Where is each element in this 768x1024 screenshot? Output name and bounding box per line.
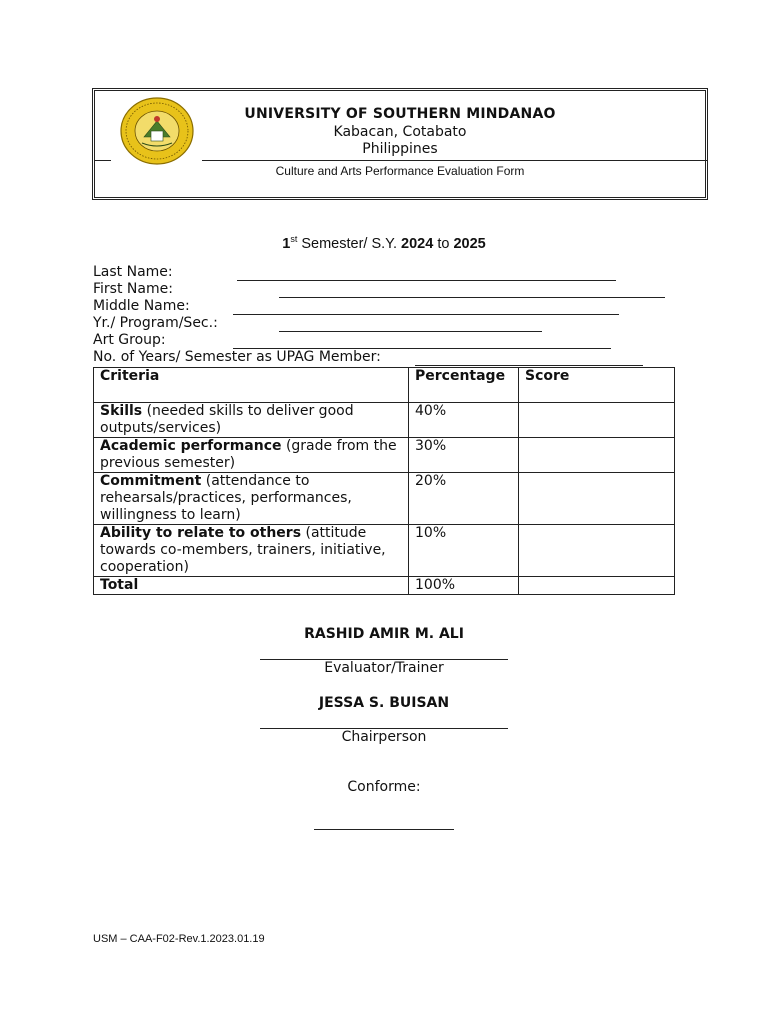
criteria-cell xyxy=(94,473,409,525)
criteria-desc: (attendance to rehearsals/practices, performances, willingness to learn) xyxy=(100,473,352,523)
school-year-to: to xyxy=(433,235,454,252)
percentage-cell: 10% xyxy=(409,525,519,577)
score-cell[interactable] xyxy=(519,525,675,577)
table-row xyxy=(94,403,675,438)
university-name: UNIVERSITY OF SOUTHERN MINDANAO xyxy=(244,106,556,122)
header-score: Score xyxy=(519,368,675,403)
first-name-label: First Name: xyxy=(93,281,173,297)
table-total-row xyxy=(94,577,675,595)
semester-text: Semester/ S.Y. xyxy=(297,235,402,252)
table-row xyxy=(94,525,675,577)
school-year-start: 2024 xyxy=(401,235,434,252)
total-label xyxy=(94,577,409,595)
form-title: Culture and Arts Performance Evaluation Form xyxy=(275,164,525,178)
middle-name-label: Middle Name: xyxy=(93,298,190,314)
criteria-title: Skills xyxy=(100,403,143,419)
chairperson-name: JESSA S. BUISAN xyxy=(318,695,450,711)
header-rule-left xyxy=(95,160,111,161)
program-section-label: Yr./ Program/Sec.: xyxy=(93,315,218,331)
first-name-line[interactable] xyxy=(279,297,665,298)
school-year-end: 2025 xyxy=(453,235,486,252)
last-name-label: Last Name: xyxy=(93,264,173,280)
criteria-cell xyxy=(94,525,409,577)
semester-line xyxy=(0,234,768,252)
score-cell[interactable] xyxy=(519,473,675,525)
evaluator-role: Evaluator/Trainer xyxy=(324,660,444,676)
university-seal-logo xyxy=(120,97,194,165)
last-name-line[interactable] xyxy=(237,280,616,281)
header-criteria: Criteria xyxy=(94,368,409,403)
form-code: USM – CAA-F02-Rev.1.2023.01.19 xyxy=(93,933,265,945)
middle-name-line[interactable] xyxy=(233,314,619,315)
table-row xyxy=(94,473,675,525)
total-percentage: 100% xyxy=(409,577,519,595)
semester-suffix: st xyxy=(290,234,298,244)
conforme-signature-line[interactable] xyxy=(314,829,454,830)
criteria-cell xyxy=(94,438,409,473)
criteria-title: Ability to relate to others xyxy=(100,525,302,541)
criteria-title: Academic performance xyxy=(100,438,282,454)
criteria-desc: (grade from the previous semester) xyxy=(100,438,397,471)
years-member-line[interactable] xyxy=(415,365,643,366)
evaluator-name: RASHID AMIR M. ALI xyxy=(304,626,464,642)
score-cell[interactable] xyxy=(519,438,675,473)
criteria-table xyxy=(93,367,675,595)
university-city: Kabacan, Cotabato xyxy=(333,124,467,140)
art-group-label: Art Group: xyxy=(93,332,166,348)
percentage-cell: 20% xyxy=(409,473,519,525)
years-member-label: No. of Years/ Semester as UPAG Member: xyxy=(93,349,381,365)
semester-number: 1 xyxy=(282,235,291,252)
total-label-text: Total xyxy=(100,577,139,593)
header-rule-right xyxy=(202,160,707,161)
total-score-cell[interactable] xyxy=(519,577,675,595)
percentage-cell: 30% xyxy=(409,438,519,473)
header-percentage: Percentage xyxy=(409,368,519,403)
table-row xyxy=(94,438,675,473)
criteria-cell xyxy=(94,403,409,438)
university-country: Philippines xyxy=(362,141,438,157)
criteria-title: Commitment xyxy=(100,473,202,489)
criteria-desc: (attitude towards co-members, trainers, initiative, cooperation) xyxy=(100,525,386,575)
chairperson-role: Chairperson xyxy=(341,729,427,745)
conforme-label: Conforme: xyxy=(347,779,421,795)
score-cell[interactable] xyxy=(519,403,675,438)
percentage-cell: 40% xyxy=(409,403,519,438)
program-section-line[interactable] xyxy=(279,331,542,332)
table-header-row xyxy=(94,368,675,403)
criteria-desc: (needed skills to deliver good outputs/services) xyxy=(100,403,354,436)
